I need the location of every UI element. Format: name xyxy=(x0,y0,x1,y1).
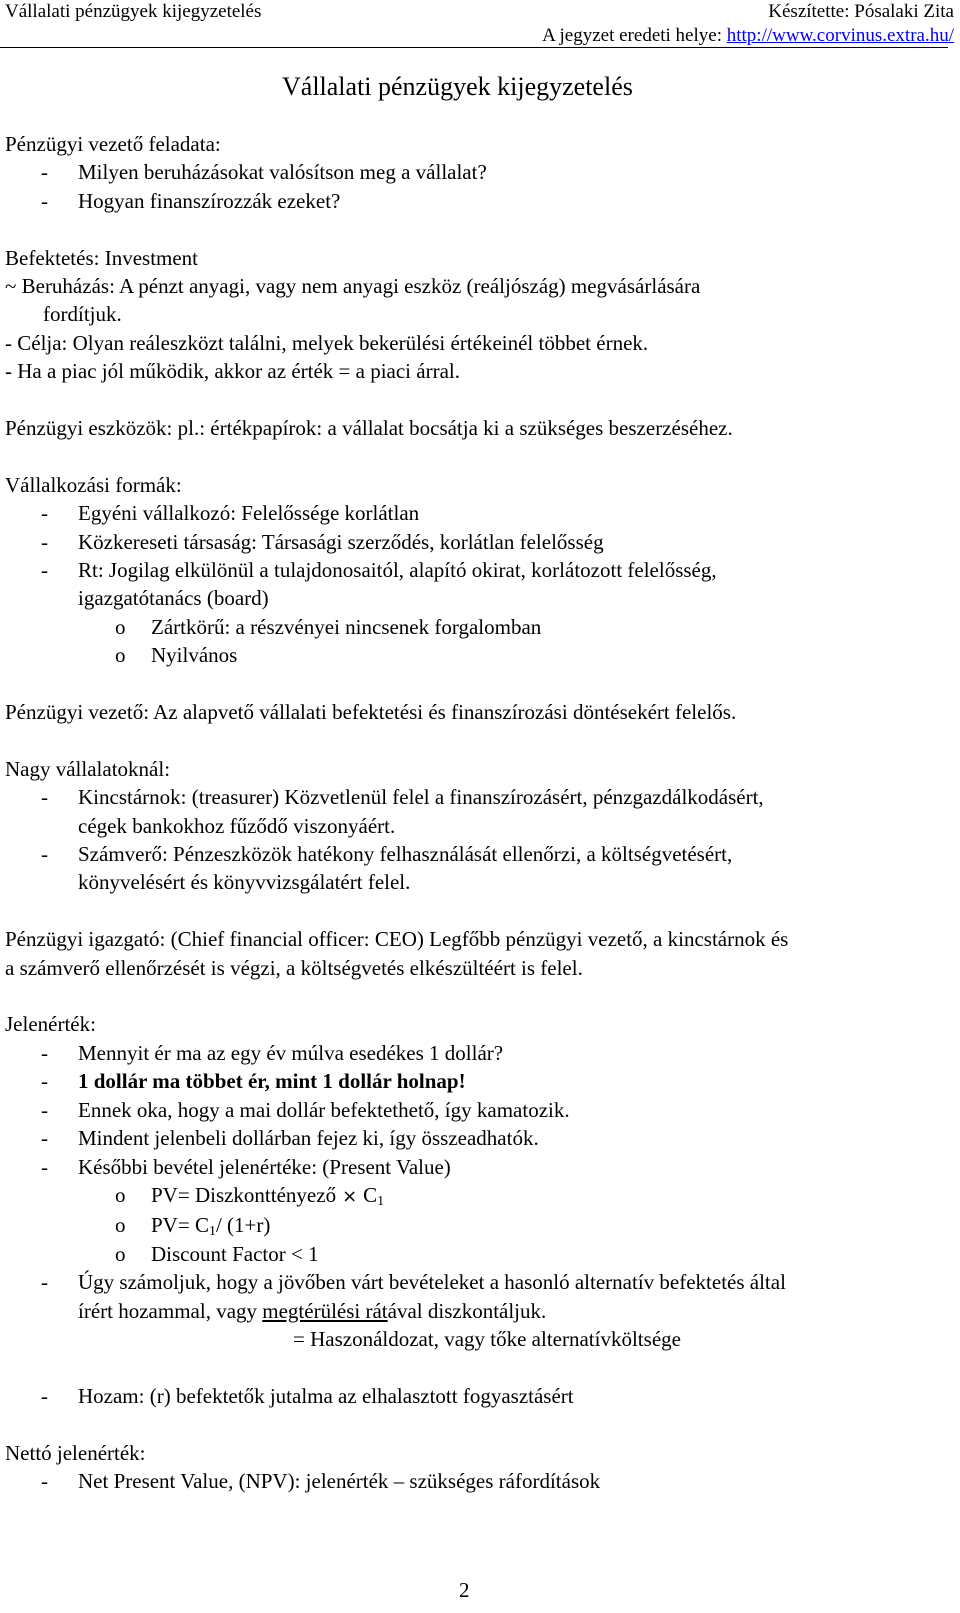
bullet-dash: - xyxy=(41,188,48,213)
header-rule xyxy=(0,47,948,48)
list-item-text: Rt: Jogilag elkülönül a tulajdonosaitól, alapító okirat, korlátozott felelősség, xyxy=(78,558,717,583)
underlined-term: megtérülési rát xyxy=(262,1298,388,1323)
list-item-text: Hozam: (r) befektetők jutalma az elhalasztott fogyasztásért xyxy=(78,1383,574,1408)
bullet-o: o xyxy=(115,643,126,668)
section-heading: Nettó jelenérték: xyxy=(5,1440,146,1465)
list-item xyxy=(5,1268,950,1296)
section-heading: Befektetés: Investment xyxy=(5,245,199,270)
sub-list-item-text: Zártkörű: a részvényei nincsenek forgalomban xyxy=(151,614,542,639)
sub-list-item xyxy=(5,613,950,641)
list-item xyxy=(5,1096,950,1124)
text-line: Pénzügyi igazgató: (Chief financial officer: CEO) Legfőbb pénzügyi vezető, a kincstárnok és xyxy=(5,927,789,952)
list-item-text: Hogyan finanszírozzák ezeket? xyxy=(78,188,341,213)
list-item-text: Későbbi bevétel jelenértéke: (Present Value) xyxy=(78,1154,451,1179)
list-item-continuation: igazgatótanács (board) xyxy=(78,586,269,611)
list-item xyxy=(5,556,950,584)
list-item-continuation: cégek bankokhoz fűződő viszonyáért. xyxy=(78,813,396,838)
list-item xyxy=(5,1039,950,1067)
bullet-dash: - xyxy=(41,1040,48,1065)
bullet-o: o xyxy=(115,1241,126,1266)
text-line: - Célja: Olyan reáleszközt találni, melyek bekerülési értékeinél többet érnek. xyxy=(5,330,649,355)
source-link[interactable]: http://www.corvinus.extra.hu/ xyxy=(726,25,954,46)
list-item xyxy=(5,158,950,186)
bullet-dash: - xyxy=(41,1154,48,1179)
page-header xyxy=(0,0,960,50)
bullet-dash: - xyxy=(41,785,48,810)
formula-subscript: 1 xyxy=(377,1193,385,1209)
bullet-dash: - xyxy=(41,529,48,554)
list-item-text: Számverő: Pénzeszközök hatékony felhasználását ellenőrzi, a költségvetésért, xyxy=(78,842,733,867)
bullet-dash: - xyxy=(41,501,48,526)
formula-variable: C xyxy=(363,1182,378,1207)
formula-text: / (1+r) xyxy=(215,1213,271,1238)
formula-text: Discount Factor < 1 xyxy=(151,1241,319,1266)
page-number: 2 xyxy=(459,1578,470,1602)
bullet-o: o xyxy=(115,1213,126,1238)
list-item-text: Mindent jelenbeli dollárban fejez ki, így összeadhatók. xyxy=(78,1126,539,1151)
list-item xyxy=(5,1467,950,1495)
text-line: = Haszonáldozat, vagy tőke alternatívköltsége xyxy=(293,1326,681,1351)
formula-text: PV= Diszkonttényező xyxy=(151,1182,337,1207)
list-item-text: Közkereseti társaság: Társasági szerződés, korlátlan felelősség xyxy=(78,529,604,554)
document-body xyxy=(5,130,950,1495)
sub-list-item-text: Nyilvános xyxy=(151,643,238,668)
bullet-dash: - xyxy=(41,558,48,583)
bullet-dash: - xyxy=(41,1270,48,1295)
text-fragment: ával diszkontáljuk. xyxy=(387,1298,547,1323)
list-item-text: Úgy számoljuk, hogy a jövőben várt bevételeket a hasonló alternatív befektetés által xyxy=(78,1270,786,1295)
text-line: - Ha a piac jól működik, akkor az érték = a piaci árral. xyxy=(5,359,460,384)
bullet-dash: - xyxy=(41,1468,48,1493)
list-item xyxy=(5,499,950,527)
list-item-text: Ennek oka, hogy a mai dollár befektethető, így kamatozik. xyxy=(78,1097,570,1122)
text-line: a számverő ellenőrzését is végzi, a költségvetés elkészültéért is felel. xyxy=(5,955,583,980)
list-item-text: Milyen beruházásokat valósítson meg a vállalat? xyxy=(78,160,487,185)
section-heading: Vállalkozási formák: xyxy=(5,472,182,497)
list-item xyxy=(5,783,950,811)
bullet-dash: - xyxy=(41,1126,48,1151)
text-line: ~ Beruházás: A pénzt anyagi, vagy nem anyagi eszköz (reáljószág) megvásárlására xyxy=(5,274,701,299)
list-item-text: Net Present Value, (NPV): jelenérték – szükséges ráfordítások xyxy=(78,1468,601,1493)
paragraph: Pénzügyi vezető: Az alapvető vállalati befektetési és finanszírozási döntésekért felelős. xyxy=(5,700,737,725)
header-author: Készítette: Pósalaki Zita xyxy=(768,1,954,22)
text-line: fordítjuk. xyxy=(43,302,122,327)
page-title: Vállalati pénzügyek kijegyzetelés xyxy=(282,72,633,101)
list-item-text: Egyéni vállalkozó: Felelőssége korlátlan xyxy=(78,501,420,526)
sub-list-item xyxy=(5,641,950,669)
paragraph: Pénzügyi eszközök: pl.: értékpapírok: a vállalat bocsátja ki a szükséges beszerzéséhez. xyxy=(5,416,733,441)
bullet-dash: - xyxy=(41,1069,48,1094)
bullet-dash: - xyxy=(41,160,48,185)
section-heading: Jelenérték: xyxy=(5,1012,96,1037)
header-right xyxy=(542,0,954,48)
bullet-dash: - xyxy=(41,842,48,867)
formula-item xyxy=(5,1181,950,1211)
list-item-continuation: könyvelésért és könyvvizsgálatért felel. xyxy=(78,870,411,895)
list-item-text: Mennyit ér ma az egy év múlva esedékes 1 dollár? xyxy=(78,1040,504,1065)
bullet-dash: - xyxy=(41,1097,48,1122)
bullet-o: o xyxy=(115,1182,126,1207)
header-source xyxy=(542,24,954,48)
bullet-dash: - xyxy=(41,1383,48,1408)
section-heading: Pénzügyi vezető feladata: xyxy=(5,132,221,156)
header-doc-title: Vállalati pénzügyek kijegyzetelés xyxy=(5,1,262,22)
list-item xyxy=(5,1124,950,1152)
section-heading: Nagy vállalatoknál: xyxy=(5,756,171,781)
bullet-o: o xyxy=(115,614,126,639)
list-item xyxy=(5,840,950,868)
list-item xyxy=(5,1382,950,1410)
list-item-continuation xyxy=(5,1297,950,1325)
list-item xyxy=(5,1067,950,1095)
list-item-text-bold: 1 dollár ma többet ér, mint 1 dollár holnap! xyxy=(78,1069,466,1094)
formula-subscript: 1 xyxy=(208,1224,216,1240)
list-item xyxy=(5,528,950,556)
text-fragment: írért hozammal, vagy xyxy=(78,1298,263,1323)
formula-text: PV= C xyxy=(151,1213,209,1238)
list-item xyxy=(5,1153,950,1181)
formula-item xyxy=(5,1211,950,1239)
list-item xyxy=(5,187,950,215)
formula-item xyxy=(5,1240,950,1268)
times-symbol: × xyxy=(342,1185,358,1207)
header-source-label: A jegyzet eredeti helye: xyxy=(542,25,727,46)
list-item-text: Kincstárnok: (treasurer) Közvetlenül felel a finanszírozásért, pénzgazdálkodásért, xyxy=(78,785,764,810)
